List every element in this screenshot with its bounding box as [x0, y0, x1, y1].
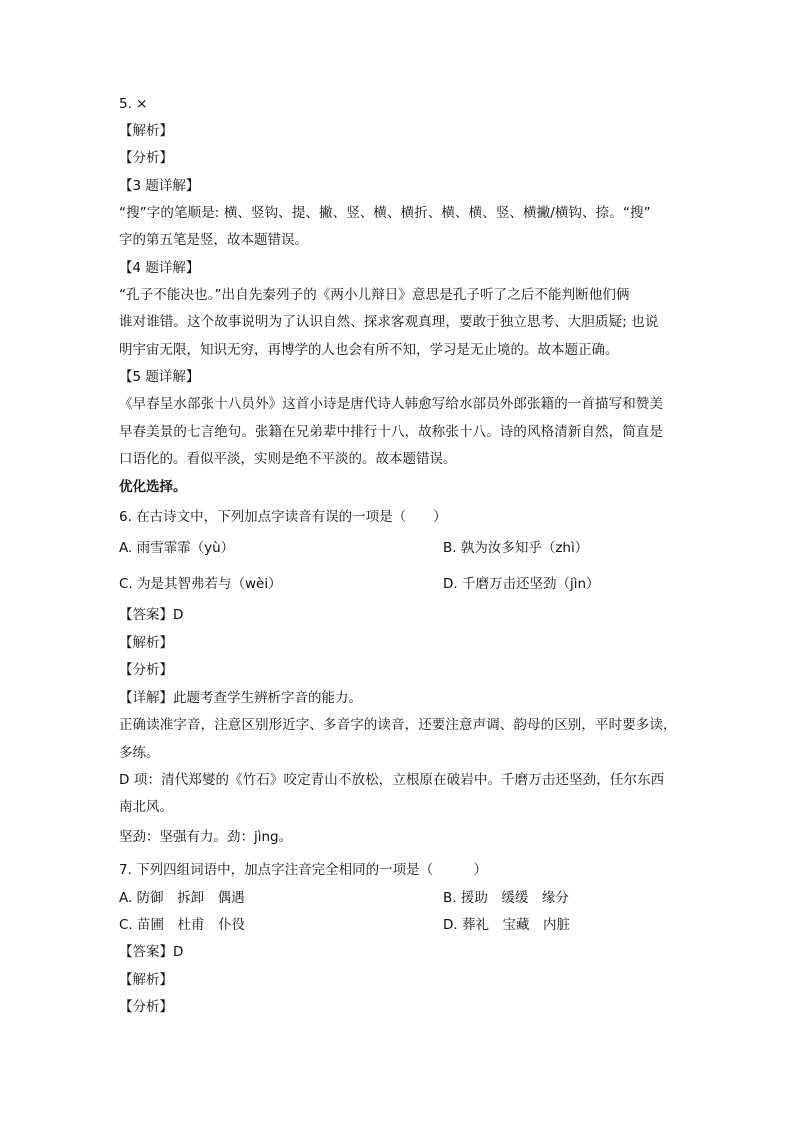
q6-answer: 【答案】D	[119, 607, 184, 623]
q6-jiexi-label: 【解析】	[119, 635, 173, 651]
q7-option-c: C. 苗圃 杜甫 仆役	[119, 917, 246, 933]
q6-detail-line-3: 多练。	[119, 745, 160, 761]
q6-detail-line-2: 正确读准字音，注意区别形近字、多音字的读音，还要注意声调、韵母的区别，平时要多读，	[119, 717, 677, 733]
q6-detail-line-4: D 项：清代郑燮的《竹石》咬定青山不放松，立根原在破岩中。千磨万击还坚劲，任尔东西	[119, 772, 665, 788]
detail4-label: 【4 题详解】	[119, 260, 200, 276]
q6-option-b: B. 孰为汝多知乎（zhì）	[443, 540, 589, 556]
q6-option-d: D. 千磨万击还坚劲（jìn）	[443, 576, 600, 592]
q5-fenxi-label: 【分析】	[119, 150, 173, 166]
q7-option-a: A. 防御 拆卸 偶遇	[119, 890, 245, 906]
q7-option-d: D. 葬礼 宝藏 内脏	[443, 917, 570, 933]
q7-jiexi-label: 【解析】	[119, 972, 173, 988]
q6-detail-line-5: 南北风。	[119, 799, 173, 815]
detail5-label: 【5 题详解】	[119, 369, 200, 385]
detail4-line-3: 明宇宙无限，知识无穷，再博学的人也会有所不知，学习是无止境的。故本题正确。	[119, 342, 619, 358]
detail3-line-2: 字的第五笔是竖，故本题错误。	[119, 232, 308, 248]
q7-fenxi-label: 【分析】	[119, 999, 173, 1015]
detail5-line-2: 早春美景的七言绝句。张籍在兄弟辈中排行十八，故称张十八。诗的风格清新自然，简直是	[119, 424, 663, 440]
q5-jiexi-label: 【解析】	[119, 123, 173, 139]
q7-option-b: B. 援助 缓缓 缘分	[443, 890, 569, 906]
q6-detail-line-1: 【详解】此题考查学生辨析字音的能力。	[119, 690, 362, 706]
q6-detail-line-6: 坚劲：坚强有力。劲：jìng。	[119, 829, 293, 845]
detail3-line-1: “搜”字的笔顺是: 横、竖钩、提、撇、竖、横、横折、横、横、竖、横撇/横钩、捺。“搜”	[119, 205, 651, 221]
q7-stem: 7. 下列四组词语中，加点字注音完全相同的一项是（ ）	[119, 862, 488, 878]
detail4-line-1: “孔子不能决也。”出自先秦列子的《两小儿辩日》意思是孔子听了之后不能判断他们俩	[119, 287, 630, 303]
q7-answer: 【答案】D	[119, 944, 184, 960]
q5-answer: 5. ×	[119, 96, 148, 112]
q6-stem: 6. 在古诗文中，下列加点字读音有误的一项是（ ）	[119, 509, 447, 525]
detail5-line-3: 口语化的。看似平淡，实则是绝不平淡的。故本题错误。	[119, 451, 457, 467]
q6-fenxi-label: 【分析】	[119, 662, 173, 678]
detail5-line-1: 《早春呈水部张十八员外》这首小诗是唐代诗人韩愈写给水部员外郎张籍的一首描写和赞美	[119, 396, 663, 412]
q6-option-a: A. 雨雪霏霏（yù）	[119, 540, 235, 556]
q6-option-c: C. 为是其智弗若与（wèi）	[119, 576, 282, 592]
detail4-line-2: 谁对谁错。这个故事说明为了认识自然、探求客观真理，要敢于独立思考、大胆质疑; 也说	[119, 314, 659, 330]
section-title: 优化选择。	[119, 479, 187, 495]
detail3-label: 【3 题详解】	[119, 178, 200, 194]
